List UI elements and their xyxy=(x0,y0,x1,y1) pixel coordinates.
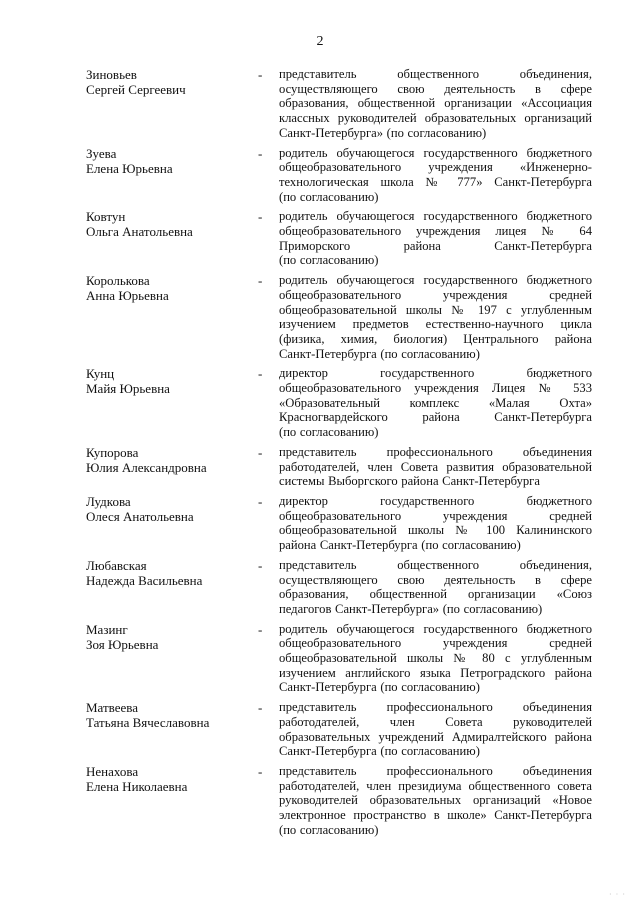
role-line: образования, общественной организации «Союз xyxy=(279,587,592,602)
member-surname: Ковтун xyxy=(86,209,126,225)
role-line: (по согласованию) xyxy=(279,822,379,837)
role-line: родитель обучающегося государственного бюджетного xyxy=(279,621,592,636)
role-line: представитель профессионального объединения xyxy=(279,763,592,778)
role-line: осуществляющего свою деятельность в сфере xyxy=(279,572,592,587)
role-line: Санкт-Петербурга (по согласованию) xyxy=(279,346,480,361)
role-line: общеобразовательной школы № 197 с углубленным xyxy=(279,302,592,317)
member-entry xyxy=(86,558,592,617)
role-line: (по согласованию) xyxy=(279,253,379,268)
member-name xyxy=(86,366,254,396)
member-name xyxy=(86,209,254,239)
member-entry xyxy=(86,622,592,696)
role-line: общеобразовательного учреждения «Инженерно- xyxy=(279,160,592,175)
role-line: общеобразовательного учреждения средней xyxy=(279,636,592,651)
member-role xyxy=(279,366,592,440)
role-line: общеобразовательного учреждения средней xyxy=(279,508,592,523)
role-line: (по согласованию) xyxy=(279,189,379,204)
dash-separator: - xyxy=(258,621,263,637)
member-entry xyxy=(86,146,592,205)
role-line: (по согласованию) xyxy=(279,425,379,440)
role-line: Красногвардейского района Санкт-Петербурга xyxy=(279,410,592,425)
role-line: работодателей, член Совета руководителей xyxy=(279,714,592,729)
dash-separator: - xyxy=(258,273,263,289)
member-entry xyxy=(86,494,592,553)
role-line: осуществляющего свою деятельность в сфере xyxy=(279,81,592,96)
member-entry xyxy=(86,209,592,268)
role-line: общеобразовательного учреждения лицея № 64 xyxy=(279,224,592,239)
member-role xyxy=(279,445,592,489)
role-line: изучением английского языка Петроградского района xyxy=(279,665,592,680)
dash-separator: - xyxy=(258,763,263,779)
role-line: изучением предметов естественно-научного цикла xyxy=(279,317,592,332)
role-line: представитель профессионального объединения xyxy=(279,700,592,715)
member-role xyxy=(279,146,592,205)
member-entry xyxy=(86,273,592,361)
member-entry xyxy=(86,445,592,489)
role-line: технологическая школа № 777» Санкт-Петербурга xyxy=(279,174,592,189)
member-role xyxy=(279,494,592,553)
member-role xyxy=(279,622,592,696)
member-name xyxy=(86,67,254,97)
member-surname: Кунц xyxy=(86,366,115,382)
member-name xyxy=(86,494,254,524)
role-line: классных руководителей образовательных организаций xyxy=(279,111,592,126)
role-line: общеобразовательного учреждения средней xyxy=(279,287,592,302)
member-name xyxy=(86,146,254,176)
member-role xyxy=(279,209,592,268)
member-name xyxy=(86,445,254,475)
member-surname: Любавская xyxy=(86,557,147,573)
member-given-names: Олеся Анатольевна xyxy=(86,508,194,524)
role-line: представитель общественного объединения, xyxy=(279,557,592,572)
member-name xyxy=(86,622,254,652)
role-line: руководителей образовательных организаций «Новое xyxy=(279,793,592,808)
role-line: образования, общественной организации «Ассоциация xyxy=(279,96,592,111)
role-line: родитель обучающегося государственного бюджетного xyxy=(279,145,592,160)
dash-separator: - xyxy=(258,700,263,716)
dash-separator: - xyxy=(258,209,263,225)
role-line: «Образовательный комплекс «Малая Охта» xyxy=(279,395,592,410)
member-surname: Матвеева xyxy=(86,700,139,716)
member-role xyxy=(279,67,592,141)
scan-artifact: · · · xyxy=(609,890,626,899)
member-role xyxy=(279,558,592,617)
member-given-names: Татьяна Вячеславовна xyxy=(86,715,210,731)
member-entry xyxy=(86,764,592,838)
member-name xyxy=(86,764,254,794)
role-line: директор государственного бюджетного xyxy=(279,493,592,508)
role-line: Приморского района Санкт-Петербурга xyxy=(279,238,592,253)
role-line: работодателей, член Совета развития образовательной xyxy=(279,459,592,474)
role-line: образовательных учреждений Адмиралтейского района xyxy=(279,729,592,744)
member-given-names: Юлия Александровна xyxy=(86,459,207,475)
member-surname: Королькова xyxy=(86,273,150,289)
member-entry xyxy=(86,700,592,759)
role-line: (физика, химия, биология) Центрального района xyxy=(279,331,592,346)
member-entry xyxy=(86,366,592,440)
member-name xyxy=(86,273,254,303)
role-line: директор государственного бюджетного xyxy=(279,366,592,381)
role-line: системы Выборгского района Санкт-Петербурга xyxy=(279,474,540,489)
member-given-names: Анна Юрьевна xyxy=(86,288,169,304)
member-given-names: Сергей Сергеевич xyxy=(86,82,186,97)
role-line: родитель обучающегося государственного бюджетного xyxy=(279,273,592,288)
member-given-names: Зоя Юрьевна xyxy=(86,636,159,652)
role-line: Санкт-Петербурга» (по согласованию) xyxy=(279,125,487,140)
member-surname: Ненахова xyxy=(86,763,139,779)
role-line: района Санкт-Петербурга (по согласованию) xyxy=(279,538,521,553)
member-given-names: Майя Юрьевна xyxy=(86,381,170,397)
member-name xyxy=(86,558,254,588)
dash-separator: - xyxy=(258,557,263,573)
role-line: общеобразовательной школы № 80 с углубленным xyxy=(279,651,592,666)
member-given-names: Елена Николаевна xyxy=(86,778,188,794)
member-surname: Зиновьев xyxy=(86,67,137,82)
members-list xyxy=(86,67,592,842)
member-entry xyxy=(86,67,592,141)
member-surname: Купорова xyxy=(86,444,139,460)
role-line: педагогов Санкт-Петербурга» (по согласованию) xyxy=(279,601,543,616)
member-role xyxy=(279,764,592,838)
role-line: работодателей, член президиума общественного совета xyxy=(279,778,592,793)
dash-separator: - xyxy=(258,145,263,161)
member-name xyxy=(86,700,254,730)
dash-separator: - xyxy=(258,493,263,509)
role-line: родитель обучающегося государственного бюджетного xyxy=(279,209,592,224)
member-role xyxy=(279,273,592,361)
role-line: Санкт-Петербурга (по согласованию) xyxy=(279,744,480,759)
member-given-names: Надежда Васильевна xyxy=(86,572,203,588)
role-line: электронное пространство в школе» Санкт-Петербурга xyxy=(279,808,592,823)
member-given-names: Ольга Анатольевна xyxy=(86,224,193,240)
member-surname: Зуева xyxy=(86,145,117,161)
role-line: Санкт-Петербурга (по согласованию) xyxy=(279,680,480,695)
dash-separator: - xyxy=(258,366,263,382)
member-surname: Мазинг xyxy=(86,621,128,637)
role-line: общеобразовательного учреждения Лицея № 533 xyxy=(279,381,592,396)
member-given-names: Елена Юрьевна xyxy=(86,160,173,176)
role-line: представитель общественного объединения, xyxy=(279,67,592,81)
member-role xyxy=(279,700,592,759)
dash-separator: - xyxy=(258,67,263,82)
role-line: общеобразовательной школы № 100 Калининского xyxy=(279,523,592,538)
dash-separator: - xyxy=(258,444,263,460)
role-line: представитель профессионального объединения xyxy=(279,444,592,459)
page-number: 2 xyxy=(316,34,324,49)
member-surname: Лудкова xyxy=(86,493,131,509)
